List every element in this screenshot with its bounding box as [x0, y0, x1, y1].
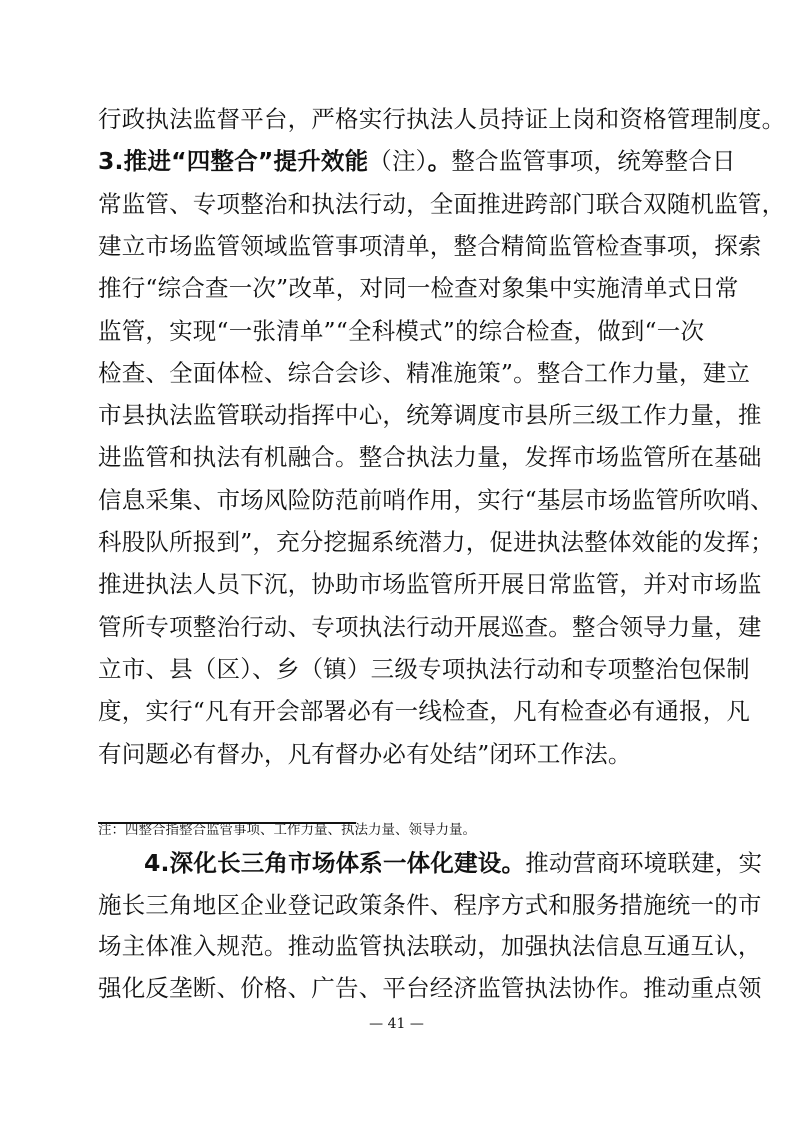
text-line [98, 527, 774, 557]
text-line [98, 146, 736, 176]
text-line [98, 189, 786, 219]
footnote: 注：四整合指整合监管事项、工作力量、执法力量、领导力量。 [98, 822, 476, 838]
page-number: — 41 — [369, 1016, 424, 1032]
text-segment: 施长三角地区企业登记政策条件、程序方式和服务措施统一的市 [98, 890, 762, 919]
text-line [98, 442, 762, 472]
text-line [98, 739, 698, 769]
text-segment: 检查、全面体检、综合会诊、精准施策”。整合工作力量，建立 [98, 358, 751, 387]
text-line [98, 890, 762, 920]
text-line [98, 569, 762, 599]
text-segment: 有问题必有督办，凡有督办必有处结”闭环工作法。 [98, 739, 632, 768]
text-segment: 管所专项整治行动、专项执法行动开展巡查。整合领导力量，建 [98, 612, 762, 641]
text-line [98, 485, 774, 515]
text-segment: 行政执法监督平台，严格实行执法人员持证上岗和资格管理制度。 [98, 105, 786, 133]
text-segment: 推进执法人员下沉，协助市场监管所开展日常监管，并对市场监 [98, 570, 762, 599]
text-segment: 整合监管事项，统筹整合日 [451, 147, 736, 176]
text-segment: （注） [368, 147, 428, 176]
text-segment: 信息采集、市场风险防范前哨作用，实行“基层市场监管所吹哨、 [98, 485, 774, 514]
text-segment: 常监管、专项整治和执法行动，全面推进跨部门联合双随机监管， [98, 189, 786, 218]
text-segment: 市县执法监管联动指挥中心，统筹调度市县所三级工作力量，推 [98, 401, 762, 430]
text-segment: 度，实行“凡有开会部署必有一线检查，凡有检查必有通报，凡 [98, 697, 751, 726]
text-segment: 场主体准入规范。推动监管执法联动，加强执法信息互通互认， [98, 932, 762, 960]
text-line [98, 696, 751, 726]
text-segment: 推行“综合查一次”改革，对同一检查对象集中实施清单式日常 [98, 274, 739, 303]
text-segment: 立市、县（区）、乡（镇）三级专项执法行动和专项整治包保制 [98, 654, 750, 683]
text-segment: 科股队所报到”，充分挖掘系统潜力，促进执法整体效能的发挥； [98, 528, 774, 556]
text-segment: 推动营商环境联建，实 [525, 849, 763, 877]
bold-text: 。 [427, 147, 452, 176]
text-line [98, 400, 762, 430]
text-segment: 建立市场监管领域监管事项清单，整合精简监管检查事项，探索 [98, 231, 762, 260]
text-line [98, 316, 705, 346]
text-segment: 监管，实现“一张清单”“全科模式”的综合检查，做到“一次 [98, 316, 705, 345]
text-line [98, 973, 762, 1003]
text-line [98, 231, 762, 261]
text-segment: 进监管和执法有机融合。整合执法力量，发挥市场监管所在基础 [98, 443, 762, 472]
text-line [98, 654, 750, 684]
text-line [144, 848, 763, 878]
text-line [98, 931, 762, 961]
text-segment: 强化反垄断、价格、广告、平台经济监管执法协作。推动重点领 [98, 973, 762, 1002]
text-line [98, 358, 751, 388]
text-line [98, 612, 762, 642]
text-line [98, 104, 786, 134]
text-line [98, 273, 739, 303]
bold-text: 4.深化长三角市场体系一体化建设。 [144, 849, 526, 877]
bold-text: 3.推进“四整合”提升效能 [98, 147, 369, 176]
